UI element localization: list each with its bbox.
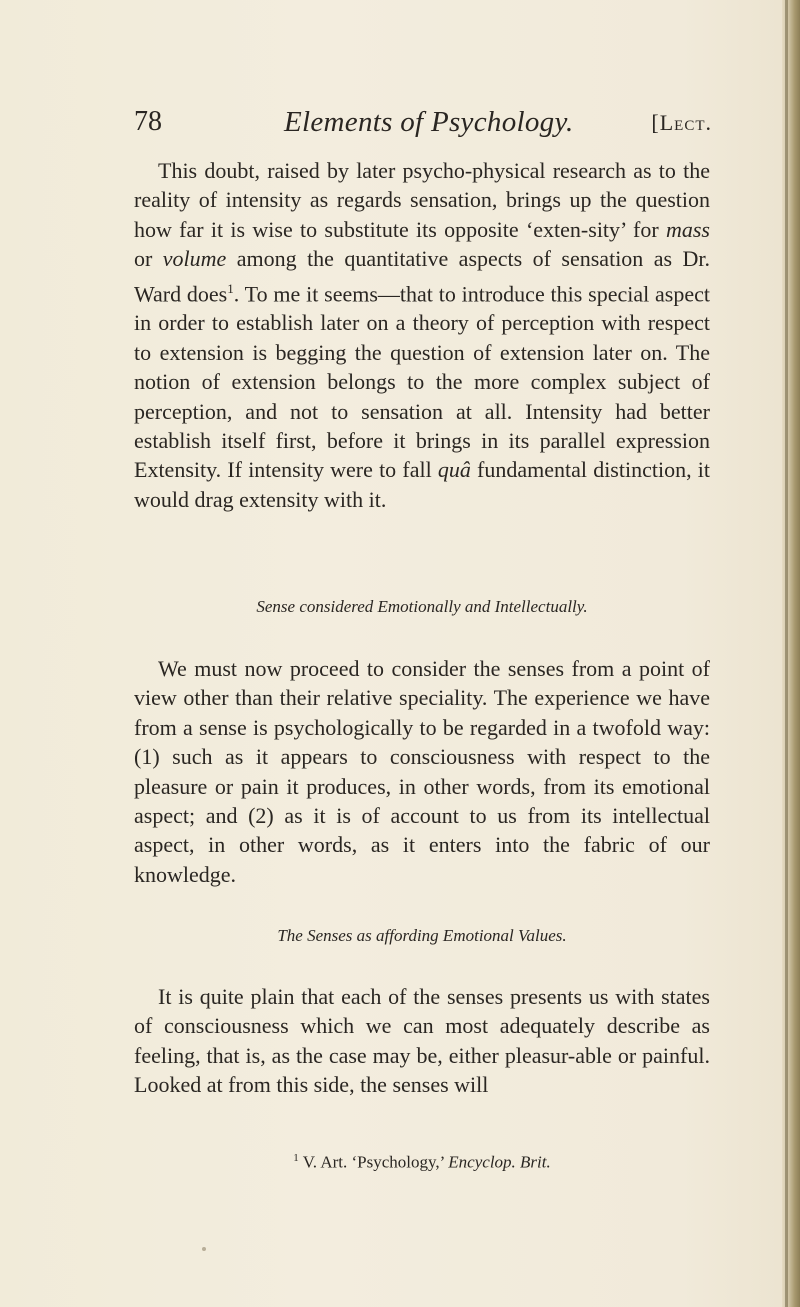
paragraph-3 xyxy=(134,982,710,1100)
paper-speck xyxy=(202,1247,206,1251)
paragraph-2-text: We must now proceed to consider the senses from a point of view other than their relative speciality. The experience we have from a sense is psychologically to be regarded in a twofold way: (1) such as it appears to consciousness with respect to the pleasure or pain it produces, in other words, from its emotional aspect; and (2) as it is of account to us from its intellectual aspect, in other words, as it enters into the fabric of our knowledge. xyxy=(134,656,710,887)
footnote-marker: 1 xyxy=(293,1152,299,1164)
p1-text-a: This doubt, raised by later psycho-physical research as to the reality of intensity as regards sensation, brings up the question how far it is wise to substitute its opposite ‘exten-sity’ for xyxy=(134,158,710,242)
footnote xyxy=(134,1152,710,1173)
p1-text-e: fundamental distinction, it would drag extensity with it. xyxy=(134,457,710,512)
paragraph-1 xyxy=(134,156,710,514)
p1-text-c: among the quantitative aspects of sensation as Dr. Ward does xyxy=(134,246,711,306)
subheading-emotional-values: The Senses as affording Emotional Values. xyxy=(277,926,567,945)
p1-text-b: or xyxy=(134,246,163,272)
p1-text-d: . To me it seems—that to introduce this special aspect in order to establish later on a theory of perception with respect to extension is begging the question of extension later on. The notion of extension belongs to the more complex subject of perception, and not to sensation at all. Intensity had better establish itself first, before it brings in its parallel expression Extensity. If intensity were to fall xyxy=(134,280,711,483)
p1-italic-volume: volume xyxy=(162,246,227,272)
p1-italic-qua: quâ xyxy=(437,457,471,483)
spine-shadow-strip xyxy=(785,0,788,1307)
subheading-sense-considered: Sense considered Emotionally and Intellectually. xyxy=(256,597,588,616)
page-number: 78 xyxy=(134,106,162,137)
p1-italic-mass: mass xyxy=(665,216,710,242)
running-title: Elements of Psychology. xyxy=(284,106,574,138)
footnote-text: V. Art. ‘Psychology,’ xyxy=(298,1152,449,1172)
section-mark: [Lect. xyxy=(651,110,712,135)
paragraph-2 xyxy=(134,654,710,889)
footnote-reference: 1 xyxy=(227,280,234,296)
paragraph-1-text xyxy=(134,156,710,514)
footnote-source: Encyclop. Brit. xyxy=(448,1152,551,1172)
page-header xyxy=(134,106,712,146)
paragraph-3-text: It is quite plain that each of the senses presents us with states of consciousness which we can most adequately describe as feeling, that is, as the case may be, either pleasur-able or painful. Looked at from this side, the senses will xyxy=(134,984,710,1098)
